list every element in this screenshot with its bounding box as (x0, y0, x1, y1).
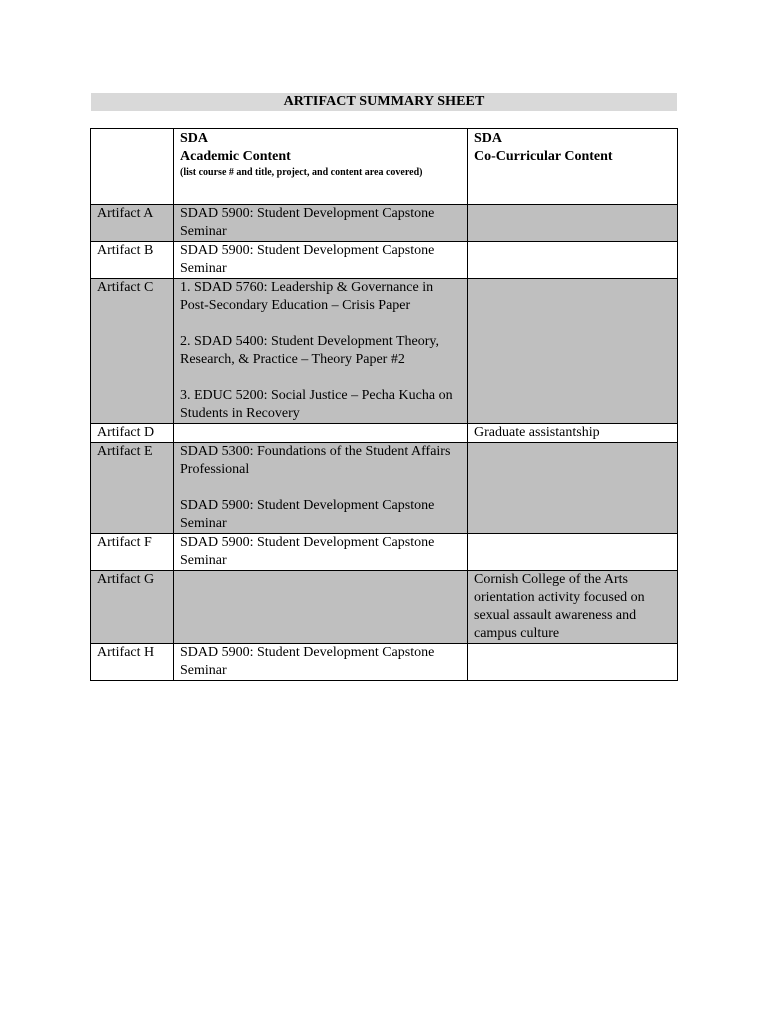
cocurricular-cell (468, 534, 678, 571)
academic-entry: SDAD 5900: Student Development Capstone Seminar (180, 206, 435, 239)
academic-entry: SDAD 5300: Foundations of the Student Affairs Professional (180, 444, 451, 477)
table-row (91, 443, 678, 534)
header-academic-note: (list course # and title, project, and content area covered) (180, 167, 423, 178)
table-row (91, 424, 678, 443)
academic-cell (174, 242, 468, 279)
academic-cell (174, 644, 468, 681)
academic-entry: SDAD 5900: Student Development Capstone Seminar (180, 645, 435, 678)
cocurricular-cell (468, 443, 678, 534)
artifact-label: Artifact D (91, 424, 174, 443)
academic-entry: 2. SDAD 5400: Student Development Theory, Research, & Practice – Theory Paper #2 (180, 334, 439, 367)
cocurricular-cell (468, 279, 678, 424)
academic-cell (174, 424, 468, 443)
table-row (91, 534, 678, 571)
artifact-label: Artifact G (91, 571, 174, 644)
cocurricular-cell (468, 242, 678, 279)
table-row (91, 205, 678, 242)
artifact-label: Artifact C (91, 279, 174, 424)
document-title: ARTIFACT SUMMARY SHEET (91, 93, 677, 111)
artifact-label: Artifact E (91, 443, 174, 534)
header-empty-cell (91, 129, 174, 205)
cocurricular-cell (468, 205, 678, 242)
artifact-label: Artifact F (91, 534, 174, 571)
academic-cell (174, 443, 468, 534)
artifact-label: Artifact H (91, 644, 174, 681)
header-cocurricular-line1: SDA (474, 131, 503, 146)
cocurricular-cell: Cornish College of the Arts orientation activity focused on sexual assault awareness and campus culture (468, 571, 678, 644)
header-cocurricular-line2: Co-Curricular Content (474, 149, 613, 164)
table-row (91, 279, 678, 424)
cocurricular-cell (468, 644, 678, 681)
table-row (91, 571, 678, 644)
academic-cell (174, 534, 468, 571)
artifact-label: Artifact A (91, 205, 174, 242)
academic-cell (174, 279, 468, 424)
header-academic-line1: SDA (180, 131, 209, 146)
academic-entry: SDAD 5900: Student Development Capstone Seminar (180, 498, 435, 531)
table-header-row (91, 129, 678, 205)
artifact-summary-table (90, 128, 678, 681)
academic-cell (174, 205, 468, 242)
academic-entry: 3. EDUC 5200: Social Justice – Pecha Kucha on Students in Recovery (180, 388, 453, 421)
academic-entry: 1. SDAD 5760: Leadership & Governance in Post-Secondary Education – Crisis Paper (180, 280, 434, 313)
academic-entry: SDAD 5900: Student Development Capstone Seminar (180, 243, 435, 276)
header-academic-line2: Academic Content (180, 149, 291, 164)
cocurricular-cell: Graduate assistantship (468, 424, 678, 443)
header-academic-content (174, 129, 468, 205)
header-cocurricular-content (468, 129, 678, 205)
academic-cell (174, 571, 468, 644)
academic-entry: SDAD 5900: Student Development Capstone Seminar (180, 535, 435, 568)
table-row (91, 644, 678, 681)
table-row (91, 242, 678, 279)
artifact-label: Artifact B (91, 242, 174, 279)
